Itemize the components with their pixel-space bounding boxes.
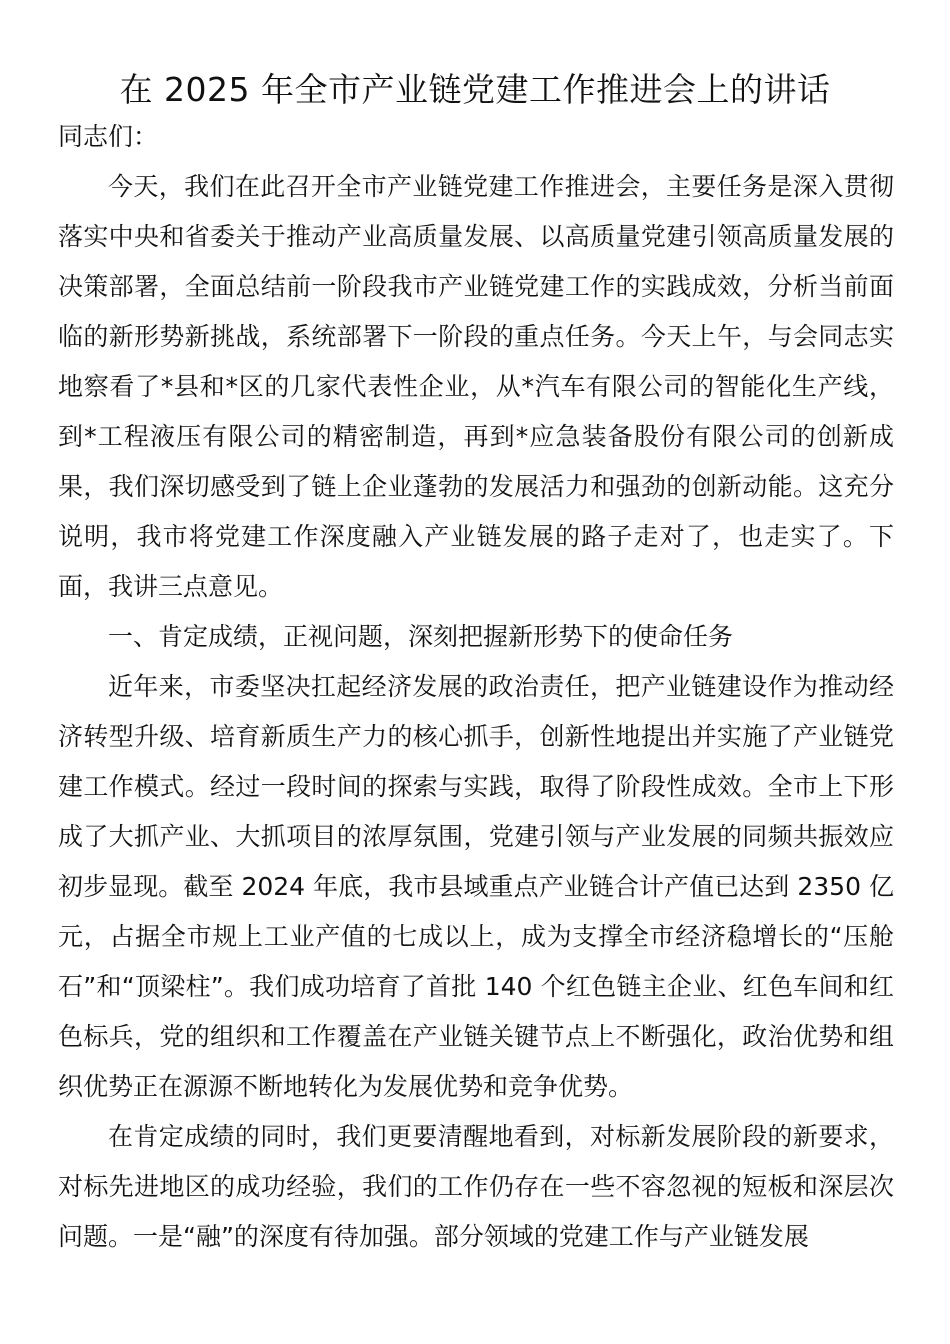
salutation: 同志们： [58,122,159,151]
paragraph-intro: 今天，我们在此召开全市产业链党建工作推进会，主要任务是深入贯彻落实中央和省委关于推动产业高质量发展、以高质量党建引领高质量发展的决策部署，全面总结前一阶段我市产业链党建工作的实践成效，分析当前面临的新形势新挑战，系统部署下一阶段的重点任务。今天上午，与会同志实地察看了*县和*区的几家代表性企业，从*汽车有限公司的智能化生产线，到*工程液压有限公司的精密制造，再到*应急装备股份有限公司的创新成果，我们深切感受到了链上企业蓬勃的发展活力和强劲的创新动能。这充分说明，我市将党建工作深度融入产业链发展的路子走对了，也走实了。下面，我讲三点意见。 [58,172,894,601]
paragraph-achievements: 近年来，市委坚决扛起经济发展的政治责任，把产业链建设作为推动经济转型升级、培育新质生产力的核心抓手，创新性地提出并实施了产业链党建工作模式。经过一段时间的探索与实践，取得了阶段性成效。全市上下形成了大抓产业、大抓项目的浓厚氛围，党建引领与产业发展的同频共振效应初步显现。截至 2024 年底，我市县域重点产业链合计产值已达到 2350 亿元，占据全市规上工业产值的七成以上，成为支撑全市经济稳增长的“压舱石”和“顶梁柱”。我们成功培育了首批 140 个红色链主企业、红色车间和红色标兵，党的组织和工作覆盖在产业链关键节点上不断强化，政治优势和组织优势正在源源不断地转化为发展优势和竞争优势。 [58,672,894,1101]
paragraph-problems: 在肯定成绩的同时，我们更要清醒地看到，对标新发展阶段的新要求，对标先进地区的成功经验，我们的工作仍存在一些不容忽视的短板和深层次问题。一是“融”的深度有待加强。部分领域的党建工作与产业链发展 [58,1122,894,1251]
document-body [58,112,894,1262]
document-title: 在 2025 年全市产业链党建工作推进会上的讲话 [119,70,831,109]
section-heading-1: 一、肯定成绩，正视问题，深刻把握新形势下的使命任务 [108,622,734,651]
